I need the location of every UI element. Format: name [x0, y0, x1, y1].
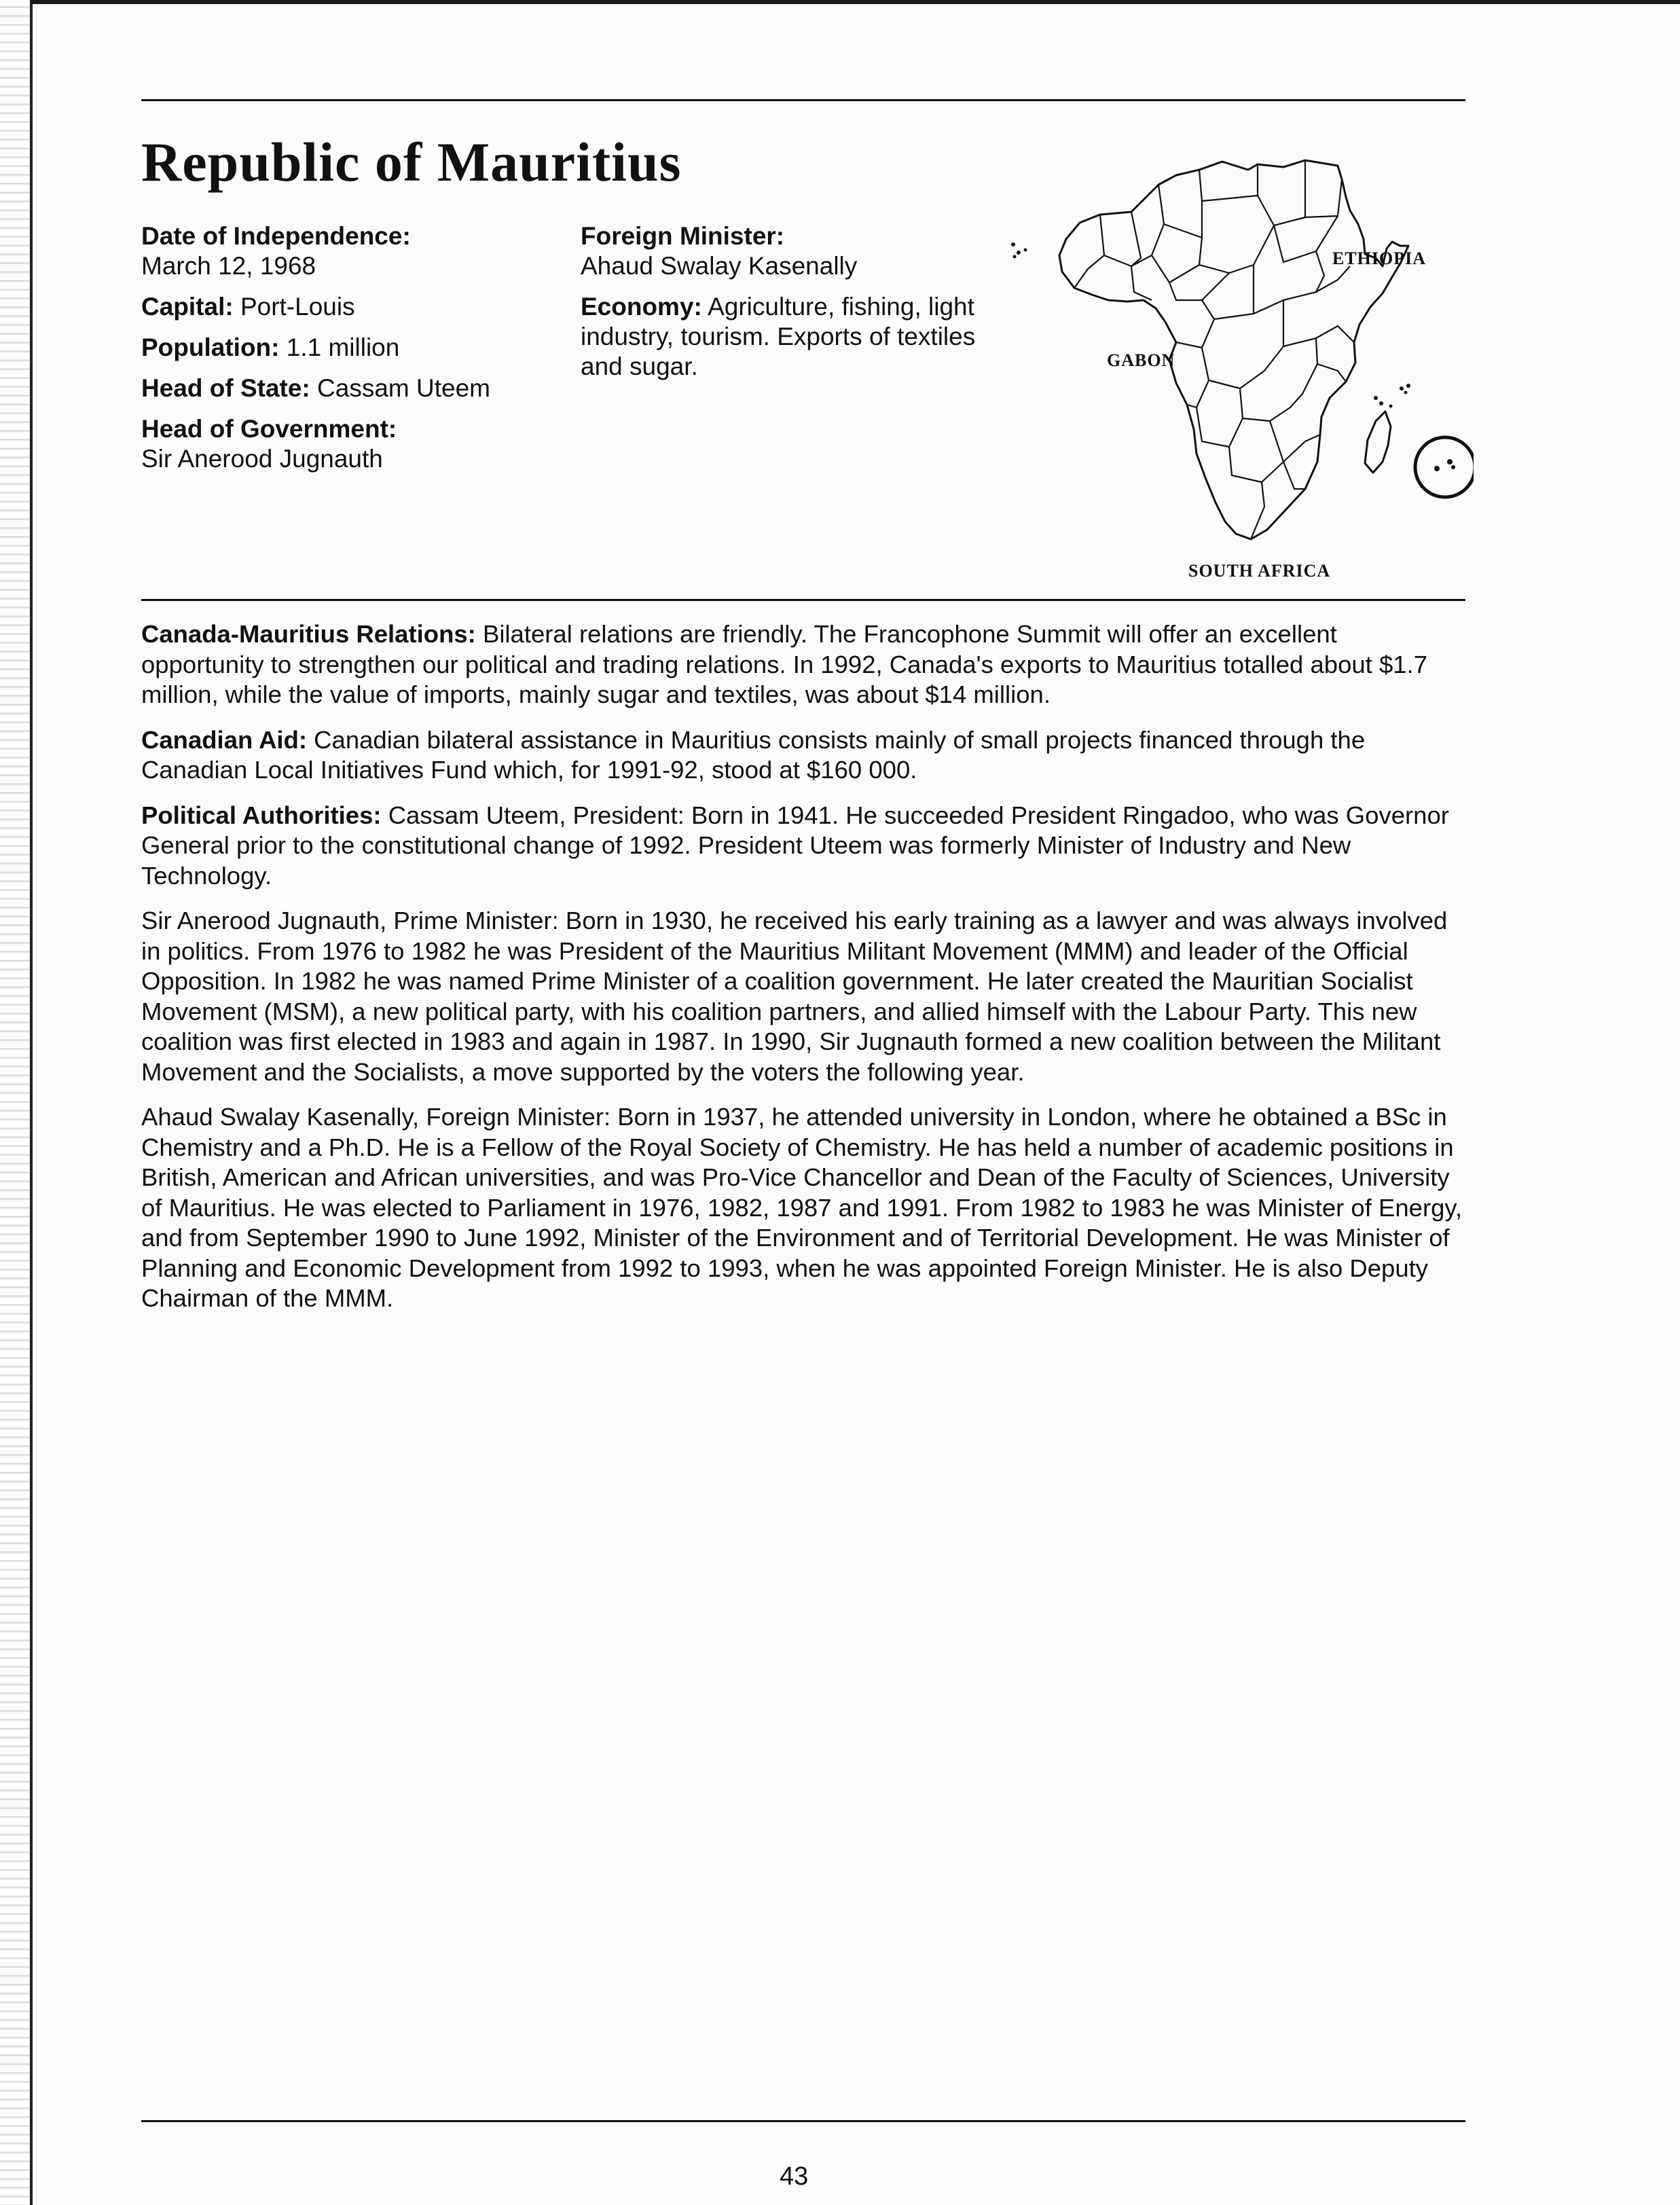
paragraph-heading: Canadian Aid: — [141, 725, 308, 754]
madagascar-outline — [1365, 412, 1391, 473]
fact-value: March 12, 1968 — [141, 252, 316, 280]
africa-outline — [1059, 160, 1408, 539]
body-paragraph — [141, 725, 1465, 786]
scan-top-edge — [30, 0, 1680, 4]
paragraph-heading: Political Authorities: — [141, 801, 382, 829]
left-fact — [141, 221, 562, 281]
right-fact — [581, 221, 981, 281]
fact-value: Cassam Uteem — [310, 374, 490, 402]
paragraph-text: Sir Anerood Jugnauth, Prime Minister: Born in 1930, he received his early training as a lawyer and was always involved in politics. From 1976 to 1982 he was President of the Mauritius Militant Movement (MMM) and leader of the Official Opposition. In 1982 he was named Prime Minister of a coalition government. He later created the Mauritian Socialist Movement (MSM), a new political party, with his coalition partners, and allied himself with the Labour Party. This new coalition was first elected in 1983 and again in 1987. In 1990, Sir Jugnauth formed a new coalition between the Militant Movement and the Socialists, a move supported by the voters the following year. — [141, 907, 1448, 1086]
section-rule — [141, 599, 1465, 601]
fact-label: Economy: — [581, 293, 702, 321]
africa-map — [998, 122, 1474, 591]
fact-label: Head of Government: — [141, 415, 397, 443]
paragraph-text: Canadian bilateral assistance in Mauritius consists mainly of small projects financed through the Canadian Local Initiatives Fund which, for 1991-92, stood at $160 000. — [141, 725, 1366, 784]
left-fact — [141, 414, 562, 474]
paragraph-text: Ahaud Swalay Kasenally, Foreign Minister: Born in 1937, he attended university in London, where he obtained a BSc in Chemistry and a Ph.D. He is a Fellow of the Royal Society of Chemistry. He has held a number of academic positions in British, American and African universities, and was Pro-Vice Chancellor and Dean of the Faculty of Sciences, University of Mauritius. He was elected to Parliament in 1976, 1982, 1987 and 1991. From 1982 to 1983 he was Minister of Energy, and from September 1990 to June 1992, Minister of the Environment and of Territorial Development. He was Minister of Planning and Economic Development from 1992 to 1993, when he was appointed Foreign Minister. He is also Deputy Chairman of the MMM. — [141, 1103, 1463, 1312]
mauritius-highlight-circle — [1415, 437, 1474, 497]
body-paragraph — [141, 619, 1465, 710]
top-rule — [141, 99, 1465, 101]
paragraph-text: Cassam Uteem, President: Born in 1941. He succeeded President Ringadoo, who was Governor General prior to the constitutional change of 1992. President Uteem was formerly Minister of Industry and New Technology. — [141, 801, 1449, 890]
facts-left-column — [141, 221, 562, 485]
fact-value: Sir Anerood Jugnauth — [141, 445, 383, 473]
left-fact — [141, 292, 562, 322]
paragraph-heading: Canada-Mauritius Relations: — [141, 620, 476, 648]
fact-value: 1.1 million — [279, 333, 400, 361]
left-fact — [141, 333, 562, 363]
left-fact — [141, 373, 562, 403]
body-text — [141, 619, 1465, 1329]
fact-label: Head of State: — [141, 374, 310, 402]
page-title: Republic of Mauritius — [141, 131, 682, 193]
map-label-south-africa: SOUTH AFRICA — [1188, 561, 1331, 581]
map-label-gabon: GABON — [1107, 350, 1175, 370]
fact-label: Capital: — [141, 293, 234, 321]
fact-label: Date of Independence: — [141, 222, 411, 250]
body-paragraph — [141, 801, 1465, 892]
fact-value: Ahaud Swalay Kasenally — [581, 252, 858, 280]
bottom-rule — [141, 2120, 1465, 2122]
page-number: 43 — [780, 2162, 809, 2191]
fact-label: Foreign Minister: — [581, 222, 785, 250]
body-paragraph — [141, 1102, 1465, 1314]
scan-binding-edge — [0, 0, 33, 2205]
body-paragraph — [141, 906, 1465, 1087]
africa-outline-svg — [998, 122, 1474, 591]
fact-value: Port-Louis — [233, 293, 355, 321]
country-borders — [1074, 160, 1354, 539]
map-label-ethiopia: ETHIOPIA — [1332, 249, 1427, 268]
paragraph-text: Bilateral relations are friendly. The Francophone Summit will offer an excellent opportunity to strengthen our political and trading relations. In 1992, Canada's exports to Mauritius totalled about $1.7 million, while the value of imports, mainly sugar and textiles, was about $14 million. — [141, 620, 1427, 708]
right-fact — [581, 292, 981, 382]
facts-right-column — [581, 221, 981, 393]
fact-value: Agriculture, fishing, light industry, tourism. Exports of textiles and sugar. — [581, 293, 976, 380]
fact-label: Population: — [141, 333, 280, 361]
